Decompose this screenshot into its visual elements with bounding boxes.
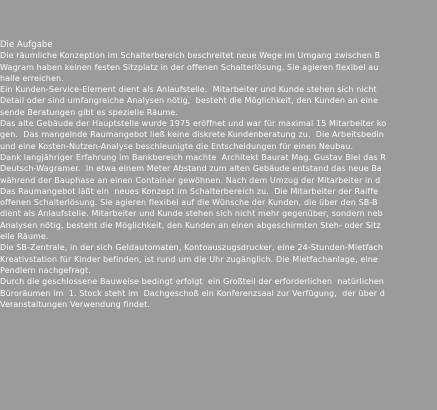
body-line: sende Beratungen gibt es spezielle Räume.: [0, 107, 179, 117]
body-line: Veranstaltungen Verwendung findet.: [0, 299, 150, 309]
body-line: Analysen nötig, besteht die Möglichkeit, den Kunden an einen abgeschirmten Steh- oder Sitz: [0, 220, 381, 230]
body-line: Die räumliche Konzeption im Schalterbereich beschreitet neue Wege im Umgang zwischen B: [0, 51, 381, 61]
body-line: Dank langjähriger Erfahrung im Bankbereich machte Architekt Baurat Mag. Gustav Blei das R: [0, 152, 386, 162]
body-line: und eine Kosten-Nutzen-Analyse beschleunigte die Entscheidungen für einen Neubau.: [0, 141, 354, 151]
body-line: während der Bauphase an einen Container gewöhnen. Nach dem Umzug der Mitarbeiter in d: [0, 175, 381, 185]
article-body: [0, 39, 437, 310]
body-line: Detail oder sind umfangreiche Analysen nötig, besteht die Möglichkeit, den Kunden an eine: [0, 96, 379, 106]
body-line: Pendlern nachgefragt.: [0, 265, 91, 275]
section-heading: Die Aufgabe: [0, 39, 53, 49]
body-line: offenen Schalterlösung. Sie agieren flexibel auf die Wünsche der Kunden, die über den SB-B: [0, 198, 378, 208]
body-line: halle erreichen.: [0, 73, 64, 83]
body-line: Büroräumen im 1. Stock steht im Dachgeschoß ein Konferenzsaal zur Verfügung, der über d: [0, 288, 385, 298]
body-line: Deutsch-Wagramer. In etwa einem Meter Abstand zum alten Gebäude entstand das neue Ba: [0, 164, 382, 174]
body-line: Die SB-Zentrale, in der sich Geldautomaten, Kontoauszugsdrucker, eine 24-Stunden-Mietfach: [0, 243, 384, 253]
body-line: Das alte Gebäude der Hauptstelle wurde 1975 eröffnet und war für maximal 15 Mitarbeiter ko: [0, 119, 387, 129]
body-line: Ein Kunden-Service-Element dient als Anlaufstelle. Mitarbeiter und Kunde stehen sich nicht: [0, 85, 377, 95]
body-line: gen. Das mangelnde Raumangebot ließ keine diskrete Kundenberatung zu. Die Arbeitsbedin: [0, 130, 384, 140]
body-line: Das Raumangebot läßt ein neues Konzept im Schalterbereich zu. Die Mitarbeiter der Raiffe: [0, 186, 379, 196]
body-line: Durch die geschlossene Bauweise bedingt erfolgt ein Großteil der erforderlichen natürlichen: [0, 277, 384, 287]
body-line: Kreativstation für Kinder befinden, ist rund um die Uhr zugänglich. Die Mietfachanlage, eine: [0, 254, 378, 264]
body-line: Wagram haben keinen festen Sitzplatz in der offenen Schalterlösung. Sie agieren flexibel au: [0, 62, 379, 72]
body-line: dient als Anlaufstelle. Mitarbeiter und Kunde stehen sich nicht mehr gegenüber, sondern neb: [0, 209, 383, 219]
body-line: elle Räume.: [0, 232, 49, 242]
